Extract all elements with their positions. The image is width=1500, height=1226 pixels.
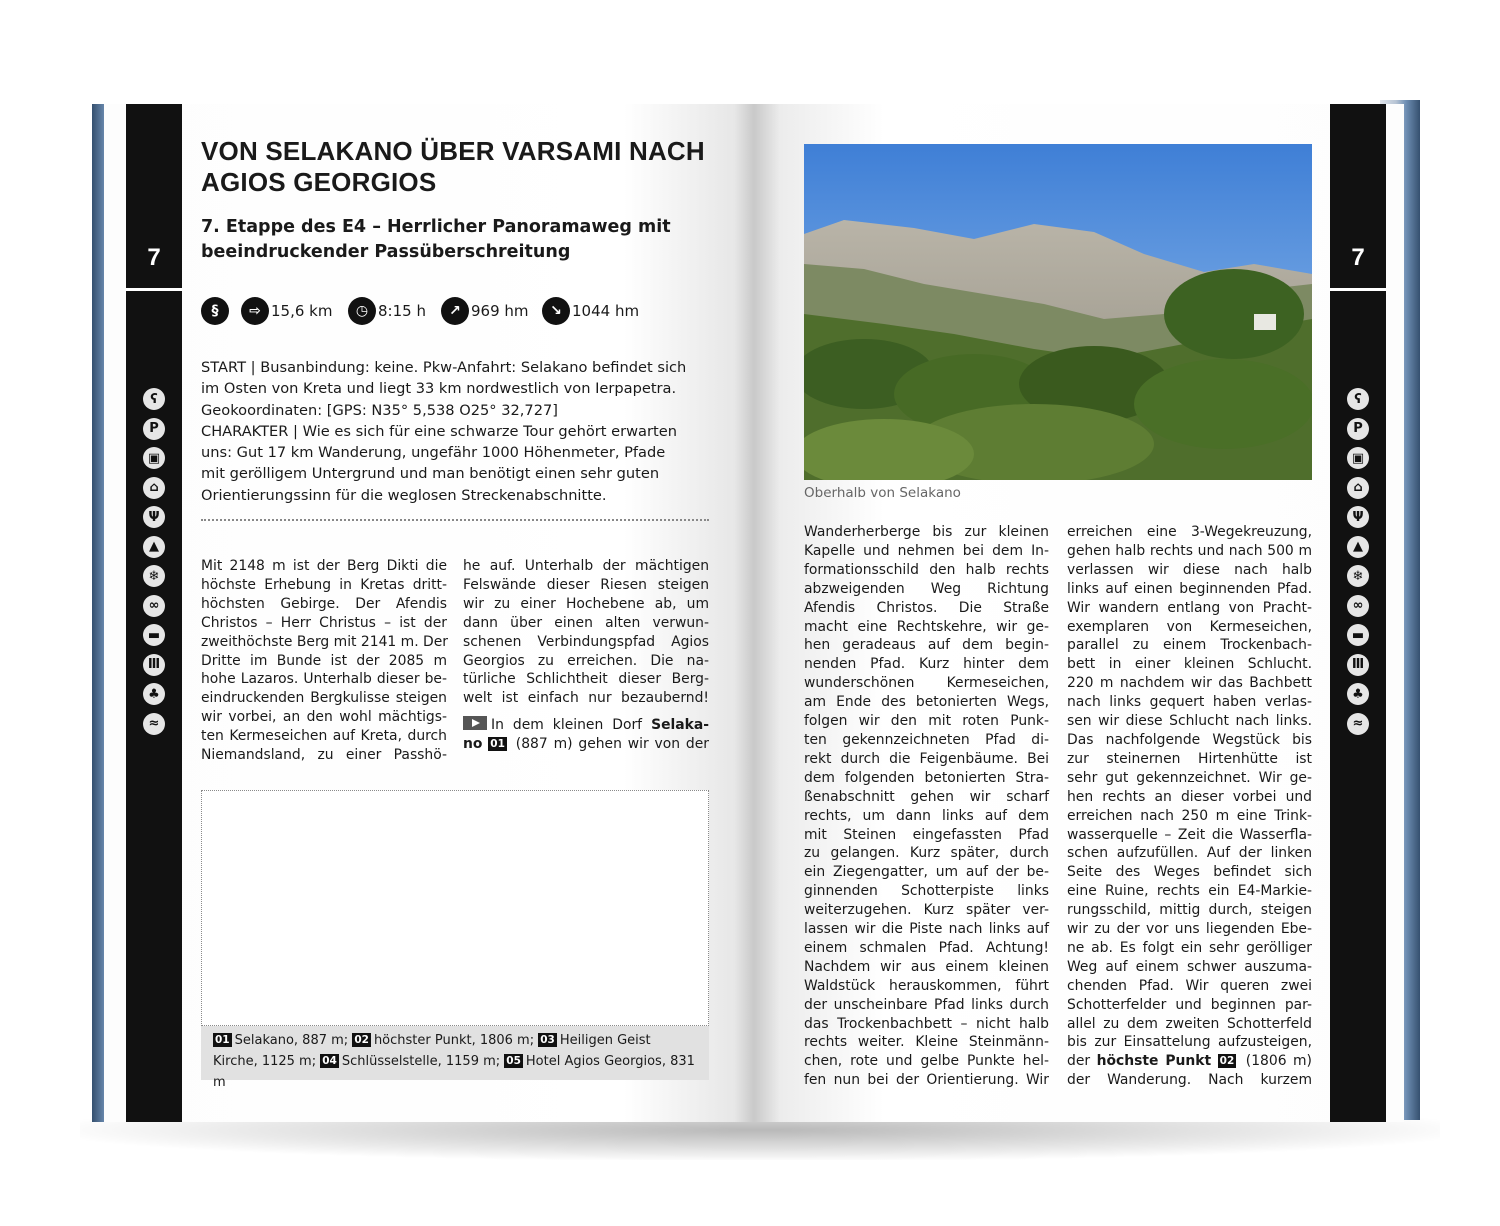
highlight-text: höchste Punkt	[1096, 1053, 1212, 1070]
text-line: Nachdem wir aus einem kleinen	[804, 958, 1049, 975]
signpost-icon: ⇨	[241, 297, 269, 325]
text-line: rechts weiter. Kleine Steinmänn-	[804, 1034, 1049, 1051]
text-line: ßenabschnitt gehen wir scharf	[804, 788, 1049, 805]
distance-value: 15,6 km	[271, 302, 333, 320]
icon-column	[1330, 388, 1386, 742]
text-line: bett in einer kleinen Schlucht.	[1067, 656, 1312, 673]
restaurant-icon: Ψ	[1347, 506, 1369, 528]
text-fragment: (1806 m)	[1239, 1053, 1312, 1070]
text-line: höchste Erhebung in Kretas dritt-	[201, 576, 447, 593]
text-line	[463, 716, 709, 735]
text-line: mit Steinen eingefassten Pfad	[804, 826, 1049, 843]
snowflake-icon: ❄	[143, 565, 165, 587]
text-line	[1067, 1052, 1312, 1071]
text-line	[463, 735, 709, 754]
text-line: Weg auf einem schwer auszuma-	[1067, 958, 1312, 975]
tab-number: 7	[1351, 244, 1365, 271]
legend-text: Hotel Agios Georgios, 831 m	[213, 1054, 695, 1090]
bicycle-icon: ∞	[143, 595, 165, 617]
text-line: hen rechts an dieser vorbei und	[1067, 788, 1312, 805]
legend-text: Kirche, 1125 m;	[213, 1054, 317, 1069]
waypoint-badge: 01	[215, 1034, 230, 1046]
tab-underline	[1330, 288, 1386, 291]
duration-stat	[348, 296, 426, 326]
text-line: Wanderherberge bis zur kleinen	[804, 524, 1049, 540]
text-line: Georgios zu erreichen. Die na-	[463, 652, 709, 669]
text-line: ten Kermeseichen auf Kreta, durch	[201, 728, 447, 745]
text-line: Mit 2148 m ist der Berg Dikti die	[201, 558, 447, 574]
photo-caption: Oberhalb von Selakano	[804, 485, 961, 501]
text-line: eindruckenden Bergkulisse steigen	[201, 690, 447, 707]
ascent-value: 969 hm	[471, 302, 529, 320]
page-number: 50	[146, 1171, 162, 1187]
text-line: wunderschönen Kermeseichen,	[804, 675, 1049, 692]
waypoint-badge: 04	[322, 1055, 337, 1067]
text-line: chen, rote und gelbe Punkte hel-	[804, 1053, 1049, 1070]
text-line: nach links gequert haben verlas-	[1067, 694, 1312, 711]
text-line: Felswände dieser Riesen steigen	[463, 576, 709, 593]
clock-icon: ◷	[348, 297, 376, 325]
tree-icon: ♣	[1347, 683, 1369, 705]
snowflake-icon: ❄	[1347, 565, 1369, 587]
tab-number: 7	[147, 244, 161, 271]
text-line: schen aufzufüllen. Auf der linken	[1067, 845, 1312, 862]
waypoint-legend	[201, 1026, 709, 1090]
play-arrow-icon	[463, 716, 487, 730]
descent-stat	[542, 296, 639, 326]
route-column-2	[1067, 523, 1312, 1090]
legend-text: Selakano, 887 m;	[234, 1033, 349, 1048]
text-line: parallel zu einem Trockenbach-	[1067, 637, 1312, 654]
text-line: erreichen eine 3-Wegekreuzung,	[1067, 524, 1312, 540]
text-line: türliche Schlichtheit dieser Berg-	[463, 671, 709, 688]
ascent-stat	[441, 296, 529, 326]
text-line: chenden Pfad. Wir queren zwei	[1067, 977, 1312, 994]
landscape-photo	[804, 144, 1312, 480]
waypoint-badge: 05	[506, 1055, 521, 1067]
tour-subtitle: 7. Etappe des E4 – Herrlicher Panoramaweg mit beeindruckender Passüberschreitung	[201, 217, 671, 262]
dotted-divider	[201, 519, 709, 521]
info-line: Orientierungssinn für die weglosen Streckenabschnitte.	[201, 486, 607, 504]
text-line: folgen wir den mit roten Punk-	[804, 713, 1049, 730]
cable-car-icon: ⌂	[1347, 477, 1369, 499]
parking-icon: P	[143, 418, 165, 440]
place-name: no	[463, 736, 483, 753]
text-line: das Trockenbachbett – nicht halb	[804, 1015, 1049, 1032]
distance-stat	[241, 296, 332, 326]
text-line: Das nachfolgende Wegstück bis	[1067, 731, 1312, 748]
intro-column-1	[201, 557, 447, 765]
text-line: ten gekennzeichneten Pfad di-	[804, 731, 1049, 748]
route-type-stat	[201, 296, 229, 326]
legend-text: Schlüsselstelle, 1159 m;	[341, 1054, 501, 1069]
text-line: Christos – Herr Christus – ist der	[201, 614, 447, 631]
text-fragment: In dem kleinen Dorf	[491, 717, 652, 734]
cable-car-icon: ⌂	[143, 477, 165, 499]
text-line: nenden Pfad. Kurz hinter dem	[804, 656, 1049, 673]
text-line: eine Ruine, rechts ein E4-Markie-	[1067, 883, 1312, 900]
text-line: wir zu einer Hochebene ab, um	[463, 595, 709, 612]
text-line: links auf einen beginnenden Pfad.	[1067, 580, 1312, 597]
bicycle-icon: ∞	[1347, 595, 1369, 617]
text-line: Niemandsland, zu einer Passhö-	[201, 747, 447, 764]
route-column-1	[804, 523, 1049, 1090]
text-line: erreichen nach 250 m eine Trink-	[1067, 807, 1312, 824]
tab-underline	[126, 288, 182, 291]
swimming-icon: ≈	[1347, 713, 1369, 735]
text-line: hohe Lazaros. Unterhalb dieser be-	[201, 671, 447, 688]
text-line: der Wanderung. Nach kurzem	[1067, 1072, 1312, 1089]
text-line: schenen Verbindungspfad Agios	[463, 633, 709, 650]
tour-stats	[201, 296, 721, 326]
text-line: 220 m nachdem wir das Bachbett	[1067, 675, 1312, 692]
text-line: rekt durch die Feigenbäume. Bei	[804, 750, 1049, 767]
text-line: allel zu dem zweiten Schotterfeld	[1067, 1015, 1312, 1032]
bear-icon: ʕ	[1347, 388, 1369, 410]
text-line: sehr gut gekennzeichnet. Wir ge-	[1067, 769, 1312, 786]
tree-icon: ♣	[143, 683, 165, 705]
info-line: Geokoordinaten: [GPS: N35° 5,538 O25° 32,727]	[201, 401, 558, 419]
text-line: rungsschild, mittig durch, steigen	[1067, 902, 1312, 919]
text-line: he auf. Unterhalb der mächtigen	[463, 558, 709, 574]
map-placeholder	[201, 790, 709, 1026]
text-line: am Ende des betonierten Wegs,	[804, 694, 1049, 711]
summit-icon: ▲	[143, 536, 165, 558]
icon-column	[126, 388, 182, 742]
waypoint-badge: 01	[490, 738, 505, 751]
text-line: macht eine Rechtskehre, wir ge-	[804, 618, 1049, 635]
info-line: mit gerölligem Untergrund und man benötigt einen sehr guten	[201, 465, 660, 483]
text-line: Waldstück herauskommen, führt	[804, 977, 1049, 994]
text-fragment: der	[1067, 1053, 1097, 1070]
text-fragment: (887 m) gehen wir von der	[509, 736, 709, 753]
text-line: ein Ziegengatter, um auf der be-	[804, 864, 1049, 881]
text-line: bis zur Einsattelung aufzusteigen,	[1067, 1034, 1312, 1051]
parking-icon: P	[1347, 418, 1369, 440]
waypoint-badge: 02	[354, 1034, 369, 1046]
left-tab-bar	[126, 104, 182, 1187]
bus-icon: ▣	[1347, 447, 1369, 469]
text-line: lassen wir die Piste nach links auf	[804, 921, 1049, 938]
text-line: dann über einen alten verwun-	[463, 614, 709, 631]
text-line: wasserquelle – Zeit die Wasserfla-	[1067, 826, 1312, 843]
text-line: Dritte im Bunde ist der 2085 m	[201, 652, 447, 669]
restaurant-icon: Ψ	[143, 506, 165, 528]
text-line: wir vorbei, an den wohl mächtigs-	[201, 709, 447, 726]
trail-icon: §	[201, 297, 229, 325]
text-line: Kapelle und nehmen bei dem In-	[804, 542, 1049, 559]
text-line: wir zu der vor uns liegenden Ebe-	[1067, 921, 1312, 938]
info-line: im Osten von Kreta und liegt 33 km nordwestlich von Ierpapetra.	[201, 380, 677, 398]
legend-line	[213, 1051, 709, 1093]
text-line: hen geradeaus auf dem begin-	[804, 637, 1049, 654]
page-number: 51	[1350, 1171, 1366, 1187]
text-line: Seite des Weges befindet sich	[1067, 864, 1312, 881]
place-name: Selaka-	[651, 717, 709, 734]
right-tab-bar	[1330, 104, 1386, 1187]
text-line: formationsschild den halb rechts	[804, 561, 1049, 578]
text-line: verlassen wir diese nach halb	[1067, 561, 1312, 578]
museum-icon: Ⅲ	[143, 654, 165, 676]
summit-icon: ▲	[1347, 536, 1369, 558]
info-line: CHARAKTER | Wie es sich für eine schwarze Tour gehört erwarten	[201, 422, 677, 440]
tour-info-block	[201, 357, 711, 506]
text-line: dem folgenden betonierten Stra-	[804, 769, 1049, 786]
legend-text: Heiligen Geist	[559, 1033, 651, 1048]
text-line: höchsten Gebirge. Der Afendis	[201, 595, 447, 612]
bed-icon: ▬	[1347, 624, 1369, 646]
waypoint-badge: 02	[1219, 1055, 1235, 1068]
ascent-arrow-icon: ↗	[441, 297, 469, 325]
info-line: uns: Gut 17 km Wanderung, ungefähr 1000 Höhenmeter, Pfade	[201, 444, 666, 462]
text-line: ne ab. Es folgt ein sehr gerölliger	[1067, 939, 1312, 956]
descent-arrow-icon: ↘	[542, 297, 570, 325]
museum-icon: Ⅲ	[1347, 654, 1369, 676]
text-line: Afendis Christos. Die Straße	[804, 599, 1049, 616]
text-line: ginnenden Schotterpiste links	[804, 883, 1049, 900]
info-line: START | Busanbindung: keine. Pkw-Anfahrt: Selakano befindet sich	[201, 359, 687, 376]
bus-icon: ▣	[143, 447, 165, 469]
text-line: Schotterfelder und beginnen par-	[1067, 996, 1312, 1013]
text-line: weiterzugehen. Kurz später ver-	[804, 902, 1049, 919]
bear-icon: ʕ	[143, 388, 165, 410]
waypoint-badge: 03	[540, 1034, 555, 1046]
descent-value: 1044 hm	[572, 302, 640, 320]
text-line: rechts, um dann links auf dem	[804, 807, 1049, 824]
text-line: sen wir diese Schlucht nach links.	[1067, 713, 1312, 730]
text-line: abzweigenden Weg Richtung	[804, 580, 1049, 597]
legend-text: höchster Punkt, 1806 m;	[373, 1033, 535, 1048]
bed-icon: ▬	[143, 624, 165, 646]
text-line: der unscheinbare Pfad links durch	[804, 996, 1049, 1013]
intro-column-2	[463, 557, 709, 754]
text-line: einem schmalen Pfad. Achtung!	[804, 939, 1049, 956]
text-line: zu gelangen. Kurz später, durch	[804, 845, 1049, 862]
text-line: welt ist einfach nur bezaubernd!	[463, 690, 709, 707]
text-line: fen nun bei der Orientierung. Wir	[804, 1072, 1049, 1089]
legend-line	[213, 1030, 709, 1051]
duration-value: 8:15 h	[378, 302, 426, 320]
text-line: gehen halb rechts und nach 500 m	[1067, 542, 1312, 559]
text-line: exemplaren von Kermeseichen,	[1067, 618, 1312, 635]
text-line: zur steinernen Hirtenhütte ist	[1067, 750, 1312, 767]
text-line: zweithöchste Berg mit 2141 m. Der	[201, 633, 448, 650]
text-line: Wir wandern entlang von Pracht-	[1067, 599, 1312, 616]
tour-title: VON SELAKANO ÜBER VARSAMI NACH AGIOS GEORGIOS	[201, 136, 705, 197]
swimming-icon: ≈	[143, 713, 165, 735]
